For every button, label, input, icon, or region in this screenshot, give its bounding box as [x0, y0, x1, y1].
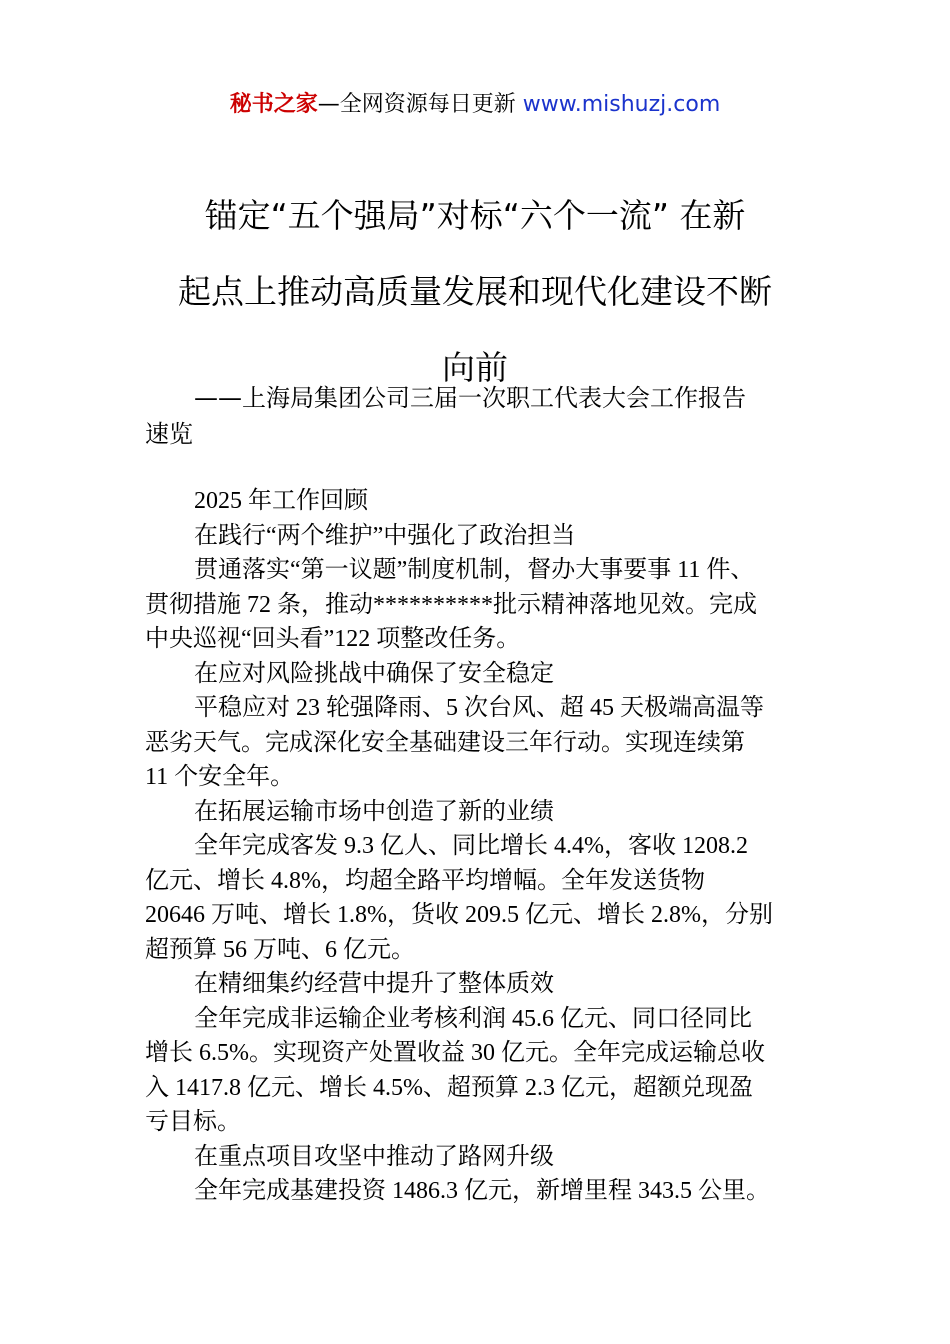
section-heading: 在拓展运输市场中创造了新的业绩: [194, 798, 554, 825]
site-tagline: —全网资源每日更新: [317, 92, 523, 117]
title-line: 锚定“五个强局”对标“六个一流” 在新: [204, 196, 746, 235]
paragraph-line: 贯通落实“第一议题”制度机制，督办大事要事 11 件、: [194, 557, 755, 583]
section-heading: 在践行“两个维护”中强化了政治担当: [194, 522, 576, 549]
paragraph-line: 全年完成非运输企业考核利润 45.6 亿元、同口径同比: [194, 1005, 752, 1032]
section-heading: 2025 年工作回顾: [194, 488, 368, 514]
document-title: [145, 178, 805, 406]
site-brand: 秘书之家: [229, 92, 318, 117]
paragraph-line: 平稳应对 23 轮强降雨、5 次台风、超 45 天极端高温等: [194, 695, 764, 721]
site-url-link[interactable]: www.mishuzj.com: [522, 92, 721, 117]
paragraph-line: 恶劣天气。完成深化安全基础建设三年行动。实现连续第: [145, 729, 745, 756]
paragraph-line: 增长 6.5%。实现资产处置收益 30 亿元。全年完成运输总收: [145, 1040, 765, 1066]
paragraph-line: 全年完成基建投资 1486.3 亿元，新增里程 343.5 公里。: [194, 1178, 770, 1204]
document-subtitle: [145, 380, 810, 452]
paragraph-line: 中央巡视“回头看”122 项整改任务。: [145, 626, 521, 652]
section-heading: 在重点项目攻坚中推动了路网升级: [194, 1143, 554, 1170]
paragraph-line: 11 个安全年。: [145, 764, 295, 790]
subtitle-line: ——上海局集团公司三届一次职工代表大会工作报告: [194, 384, 746, 412]
paragraph-line: 20646 万吨、增长 1.8%，货收 209.5 亿元、增长 2.8%，分别: [145, 902, 773, 928]
site-header: [0, 88, 950, 122]
paragraph-line: 入 1417.8 亿元、增长 4.5%、超预算 2.3 亿元，超额兑现盈: [145, 1074, 753, 1101]
subtitle-line: 速览: [145, 420, 193, 448]
document-body: [145, 484, 810, 1209]
paragraph-line: 亿元、增长 4.8%，均超全路平均增幅。全年发送货物: [145, 867, 705, 894]
title-line: 向前: [442, 348, 508, 387]
paragraph-line: 超预算 56 万吨、6 亿元。: [145, 936, 415, 963]
paragraph-line: 全年完成客发 9.3 亿人、同比增长 4.4%，客收 1208.2: [194, 833, 748, 859]
section-heading: 在应对风险挑战中确保了安全稳定: [194, 660, 554, 687]
section-heading: 在精细集约经营中提升了整体质效: [194, 971, 554, 997]
title-line: 起点上推动高质量发展和现代化建设不断: [178, 272, 772, 311]
paragraph-line: 亏目标。: [145, 1109, 241, 1135]
paragraph-line: 贯彻措施 72 条，推动**********批示精神落地见效。完成: [145, 591, 757, 618]
